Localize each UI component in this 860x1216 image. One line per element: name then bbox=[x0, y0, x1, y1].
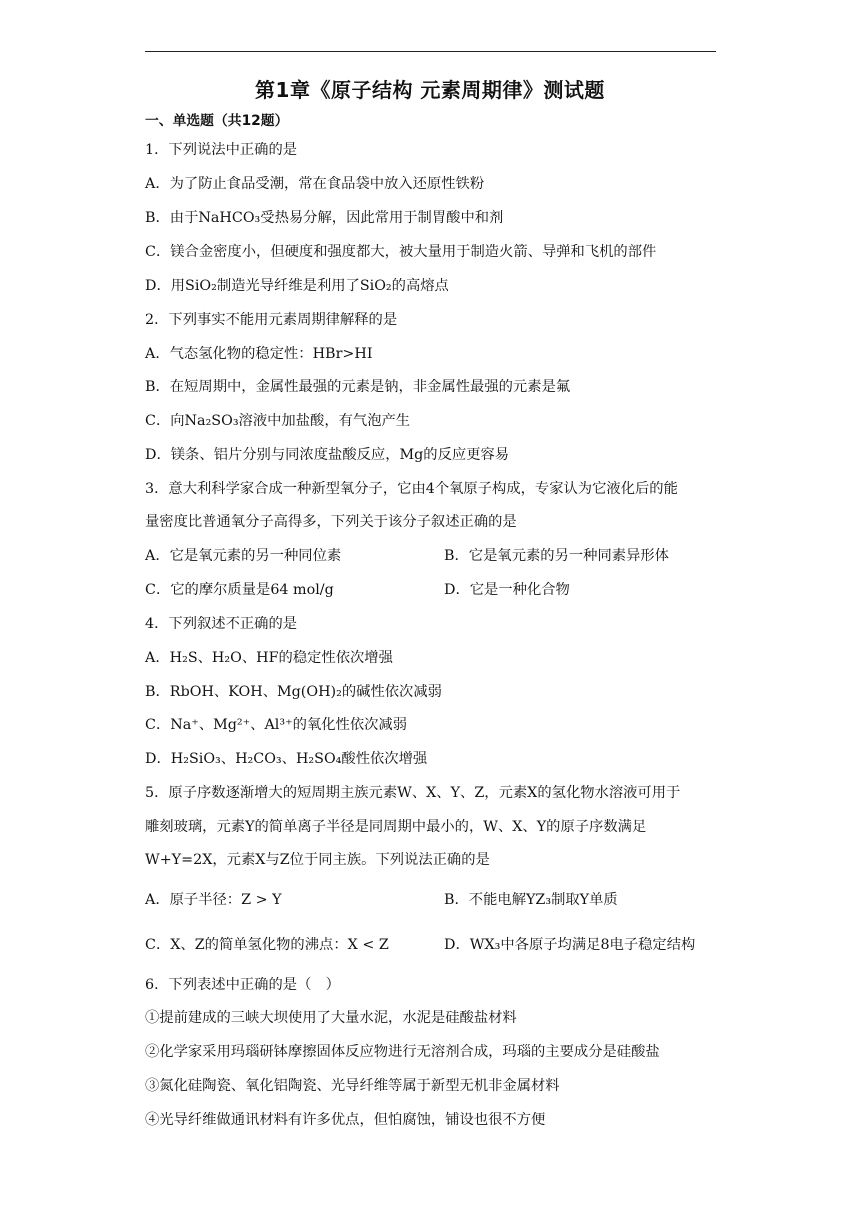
q5-stem-line1: 5．原子序数逐渐增大的短周期主族元素W、X、Y、Z，元素X的氢化物水溶液可用于 bbox=[145, 785, 681, 801]
q1-stem: 1．下列说法中正确的是 bbox=[145, 142, 298, 158]
q6-stem: 6．下列表述中正确的是（ ） bbox=[145, 977, 340, 993]
q2-option-c: C．向Na₂SO₃溶液中加盐酸，有气泡产生 bbox=[145, 413, 411, 429]
q3-option-d: D．它是一种化合物 bbox=[444, 582, 570, 598]
q2-option-a: A．气态氢化物的稳定性：HBr>HI bbox=[145, 346, 373, 362]
q5-option-a: A．原子半径：Z > Y bbox=[145, 892, 282, 908]
q6-statement-3: ③氮化硅陶瓷、氧化铝陶瓷、光导纤维等属于新型无机非金属材料 bbox=[145, 1078, 560, 1094]
q5-stem-line3: W+Y=2X，元素X与Z位于同主族。下列说法正确的是 bbox=[145, 852, 490, 868]
q4-stem: 4．下列叙述不正确的是 bbox=[145, 616, 298, 632]
section-heading: 一、单选题（共12题） bbox=[145, 113, 289, 129]
q4-option-c: C．Na⁺、Mg²⁺、Al³⁺的氧化性依次减弱 bbox=[145, 717, 408, 733]
q4-option-b: B．RbOH、KOH、Mg(OH)₂的碱性依次减弱 bbox=[145, 684, 442, 700]
q5-option-d: D．WX₃中各原子均满足8电子稳定结构 bbox=[444, 937, 696, 953]
q4-option-a: A．H₂S、H₂O、HF的稳定性依次增强 bbox=[145, 650, 393, 666]
page-title: 第1章《原子结构 元素周期律》测试题 bbox=[255, 78, 605, 102]
q3-stem-line2: 量密度比普通氧分子高得多，下列关于该分子叙述正确的是 bbox=[145, 514, 517, 530]
header-rule bbox=[145, 51, 716, 52]
q4-option-d: D．H₂SiO₃、H₂CO₃、H₂SO₄酸性依次增强 bbox=[145, 751, 428, 767]
q1-option-a: A．为了防止食品受潮，常在食品袋中放入还原性铁粉 bbox=[145, 176, 485, 192]
q1-option-d: D．用SiO₂制造光导纤维是利用了SiO₂的高熔点 bbox=[145, 278, 449, 294]
q6-statement-1: ①提前建成的三峡大坝使用了大量水泥，水泥是硅酸盐材料 bbox=[145, 1010, 517, 1026]
q2-stem: 2．下列事实不能用元素周期律解释的是 bbox=[145, 312, 398, 328]
q3-option-c: C．它的摩尔质量是64 mol/g bbox=[145, 582, 334, 598]
q5-option-c: C．X、Z的简单氢化物的沸点：X < Z bbox=[145, 937, 389, 953]
q6-statement-4: ④光导纤维做通讯材料有许多优点，但怕腐蚀，铺设也很不方便 bbox=[145, 1112, 546, 1128]
q1-option-c: C．镁合金密度小，但硬度和强度都大，被大量用于制造火箭、导弹和飞机的部件 bbox=[145, 244, 657, 260]
q2-option-d: D．镁条、铝片分别与同浓度盐酸反应，Mg的反应更容易 bbox=[145, 447, 510, 463]
q1-option-b: B．由于NaHCO₃受热易分解，因此常用于制胃酸中和剂 bbox=[145, 210, 504, 226]
q6-statement-2: ②化学家采用玛瑙研钵摩擦固体反应物进行无溶剂合成，玛瑙的主要成分是硅酸盐 bbox=[145, 1044, 660, 1060]
q5-stem-line2: 雕刻玻璃，元素Y的简单离子半径是同周期中最小的，W、X、Y的原子序数满足 bbox=[145, 819, 647, 835]
q3-stem-line1: 3．意大利科学家合成一种新型氧分子，它由4个氧原子构成，专家认为它液化后的能 bbox=[145, 481, 678, 497]
q2-option-b: B．在短周期中，金属性最强的元素是钠，非金属性最强的元素是氟 bbox=[145, 379, 571, 395]
q5-option-b: B．不能电解YZ₃制取Y单质 bbox=[444, 892, 618, 908]
q3-option-b: B．它是氧元素的另一种同素异形体 bbox=[444, 548, 669, 564]
q3-option-a: A．它是氧元素的另一种同位素 bbox=[145, 548, 342, 564]
